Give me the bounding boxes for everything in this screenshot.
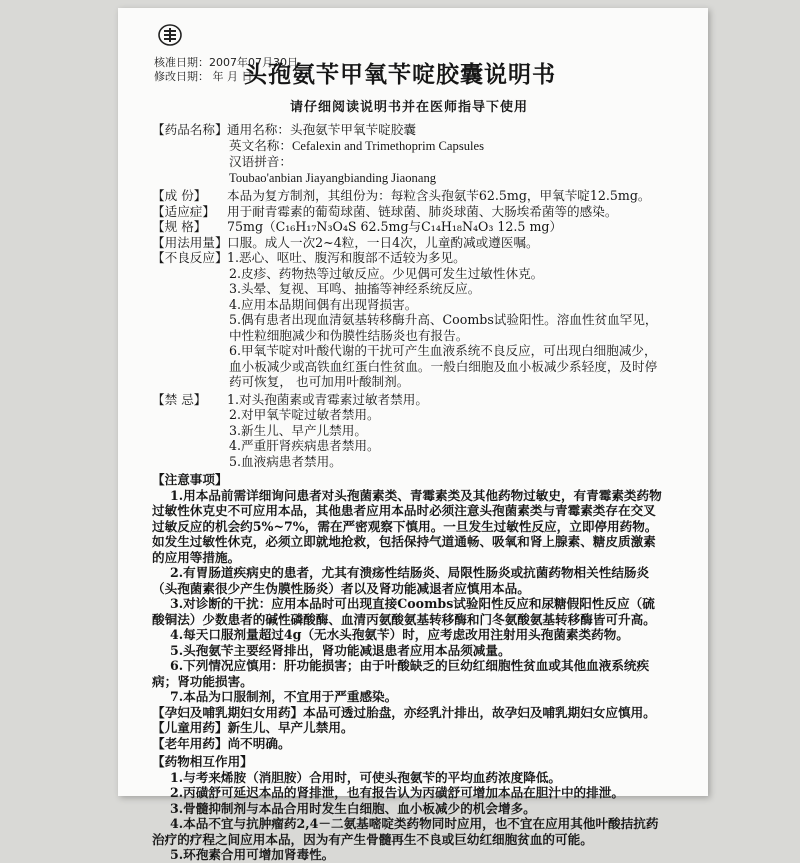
children-text: 新生儿、早产儿禁用。 <box>227 720 354 735</box>
precaution-item: 1.用本品前需详细询问患者对头孢菌素类、青霉素类及其他药物过敏史，有青霉素类药物过敏性休克史不可应用本品，其他患者应用本品时必须注意头孢菌素类与青霉素类存在交叉过敏反应的机会约5%~7%，需在严密观察下慎用。一旦发生过敏性反应，立即停用药物。如发生过敏性休克，必须立即就地抢救，包括保持气道通畅、吸氧和肾上腺素、糖皮质激素的应用等措施。 <box>152 487 662 565</box>
composition-label: 【成 份】 <box>152 188 207 203</box>
elderly-label: 【老年用药】 <box>152 735 228 751</box>
approval-date: 核准日期：2007年07月30日 <box>154 56 298 69</box>
revision-date: 修改日期： 年 月 日 <box>154 70 253 83</box>
precaution-item: 5.头孢氨苄主要经肾排出，肾功能减退患者应用本品须减量。 <box>170 642 511 658</box>
interaction-item: 3.骨髓抑制剂与本品合用时发生白细胞、血小板减少的机会增多。 <box>170 800 536 816</box>
interaction-item: 4.本品不宜与抗肿瘤药2,4－二氨基嘧啶类药物同时应用，也不宜在应用其他叶酸拮抗药治疗的疗程之间应用本品，因为有产生骨髓再生不良或巨幼红细胞贫血的可能。 <box>152 816 659 847</box>
adverse-item: 4.应用本品期间偶有出现肾损害。 <box>229 296 418 312</box>
common-name: 通用名称：头孢氨苄甲氧苄啶胶囊 <box>227 122 416 137</box>
interaction-item: 5.环孢素合用可增加肾毒性。 <box>170 847 335 862</box>
adverse-item: 3.头晕、复视、耳鸣、抽搐等神经系统反应。 <box>229 281 481 296</box>
adverse-item: 2.皮疹、药物热等过敏反应。少见偶可发生过敏性休克。 <box>229 265 544 281</box>
pinyin-label: 汉语拼音： <box>229 154 292 169</box>
contra-section <box>152 392 667 408</box>
indication-section <box>152 204 667 220</box>
indication-label: 【适应症】 <box>152 203 215 219</box>
elderly-text: 尚不明确。 <box>227 735 291 751</box>
precaution-item: 4.每天口服剂量超过4g（无水头孢氨苄）时，应考虑改用注射用头孢菌素类药物。 <box>170 627 629 642</box>
elderly-section <box>152 736 667 752</box>
spec-section <box>152 219 667 235</box>
interaction-item: 2.丙磺舒可延迟本品的肾排泄，也有报告认为丙磺舒可增加本品在胆汁中的排泄。 <box>170 785 624 800</box>
adverse-label: 【不良反应】 <box>152 250 228 265</box>
drug-name-section <box>152 122 667 138</box>
usage-text: 口服。成人一次2~4粒，一日4次，儿童酌减或遵医嘱。 <box>227 234 539 250</box>
adverse-item: 6.甲氧苄啶对叶酸代谢的干扰可产生血液系统不良反应，可出现白细胞减少，血小板减少或高铁血红蛋白性贫血。一般白细胞及血小板减少系轻度，及时停药可恢复， 也可加用叶酸制剂。 <box>229 343 658 389</box>
interaction-item: 1.与考来烯胺（消胆胺）合用时，可使头孢氨苄的平均血药浓度降低。 <box>170 769 561 785</box>
adverse-item: 1.恶心、呕吐、腹泻和腹部不适较为多见。 <box>227 250 466 265</box>
english-name <box>152 138 667 155</box>
pregnancy-label: 【孕妇及哺乳期妇女用药】 <box>152 704 304 720</box>
composition-text: 本品为复方制剂，其组份为：每粒含头孢氨苄62.5mg，甲氧苄啶12.5mg。 <box>227 188 651 203</box>
precautions-label: 【注意事项】 <box>152 472 228 487</box>
leaflet-body <box>152 122 667 863</box>
adverse-section <box>152 250 667 266</box>
usage-label: 【用法用量】 <box>152 234 228 250</box>
pinyin-value: Toubao'anbian Jiayangbianding Jiaonang <box>229 170 437 185</box>
precaution-item: 7.本品为口服制剂，不宜用于严重感染。 <box>170 689 398 704</box>
contra-item: 5.血液病患者禁用。 <box>229 453 342 469</box>
interaction-label: 【药物相互作用】 <box>152 754 253 769</box>
children-section <box>152 720 667 736</box>
english-name-label: 英文名称： <box>229 137 292 153</box>
english-name-value: Cefalexin and Trimethoprim Capsules <box>291 138 485 153</box>
pregnancy-text: 本品可透过胎盘，亦经乳汁排出，故孕妇及哺乳期妇女应慎用。 <box>303 704 656 720</box>
contra-item: 2.对甲氧苄啶过敏者禁用。 <box>229 407 380 422</box>
indication-text: 用于耐青霉素的葡萄球菌、链球菌、肺炎球菌、大肠埃希菌等的感染。 <box>227 203 618 219</box>
precaution-item: 2.有胃肠道疾病史的患者，尤其有溃疡性结肠炎、局限性肠炎或抗菌药物相关性结肠炎（头孢菌素很少产生伪膜性肠炎）者以及肾功能减退者应慎用本品。 <box>152 565 650 596</box>
contra-label: 【禁 忌】 <box>152 391 207 407</box>
composition-section <box>152 188 667 204</box>
precaution-item: 6.下列情况应慎用：肝功能损害；由于叶酸缺乏的巨幼红细胞性贫血或其他血液系统疾病；肾功能损害。 <box>152 658 650 689</box>
adverse-item: 5.偶有患者出现血清氨基转移酶升高、Coombs试验阳性。溶血性贫血罕见，中性粒细胞减少和伪膜性结肠炎也有报告。 <box>229 312 658 343</box>
pinyin-name <box>152 154 667 186</box>
contra-item: 3.新生儿、早产儿禁用。 <box>229 422 367 438</box>
precaution-item: 3.对诊断的干扰：应用本品时可出现直接Coombs试验阳性反应和尿糖假阳性反应（硫酸铜法）少数患者的碱性磷酸酶、血清丙氨酸氨基转移酶和门冬氨酸氨基转移酶皆可升高。 <box>152 596 656 627</box>
spec-label: 【规 格】 <box>152 219 207 234</box>
children-label: 【儿童用药】 <box>152 720 228 735</box>
document-subtitle: 请仔细阅读说明书并在医师指导下使用 <box>290 100 529 115</box>
drug-name-label: 【药品名称】 <box>152 122 228 137</box>
company-logo-icon <box>158 24 182 46</box>
pregnancy-section <box>152 705 667 721</box>
usage-section <box>152 235 667 251</box>
contra-item: 4.严重肝肾疾病患者禁用。 <box>229 438 380 453</box>
document-title: 头孢氨苄甲氧苄啶胶囊说明书 <box>244 62 556 88</box>
contra-item: 1.对头孢菌素或青霉素过敏者禁用。 <box>227 391 428 407</box>
spec-text: 75mg（C₁₆H₁₇N₃O₄S 62.5mg与C₁₄H₁₈N₄O₃ 12.5 mg） <box>227 219 563 234</box>
